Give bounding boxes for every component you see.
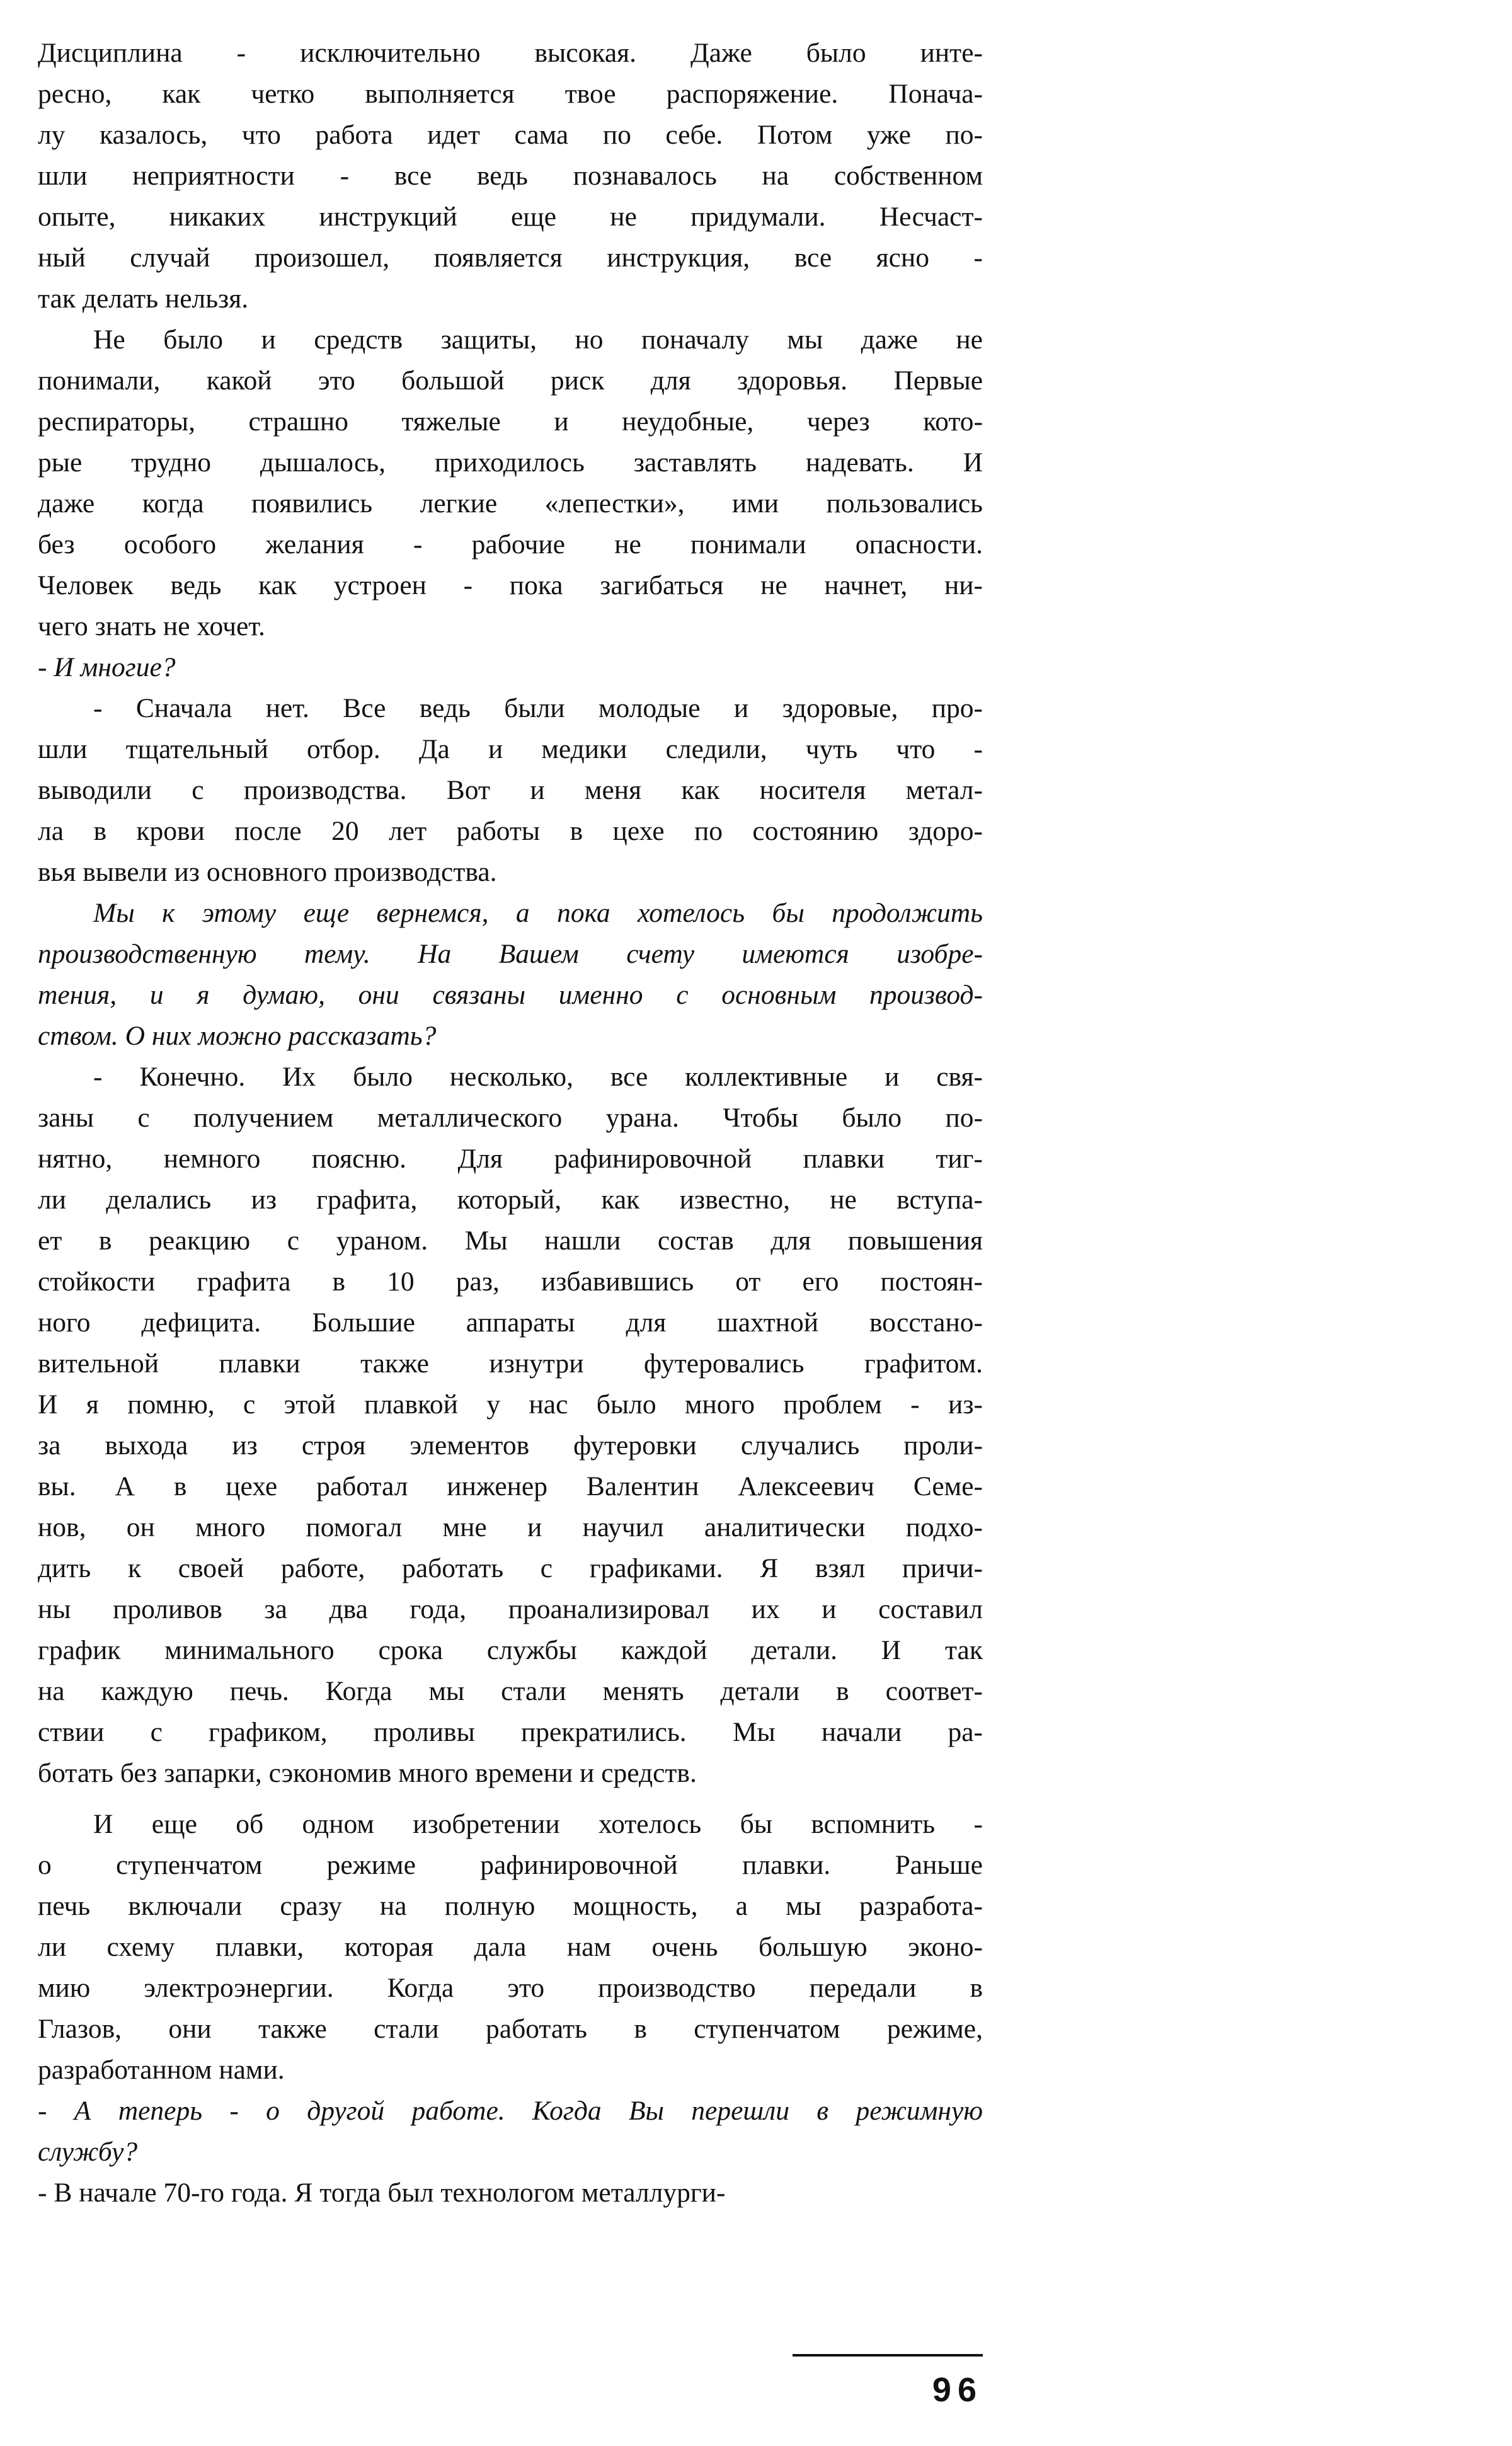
text-line: дить к своей работе, работать с графиками. Я взял причи- [38, 1553, 983, 1583]
text-line: ный случай произошел, появляется инструкция, все ясно - [38, 243, 983, 273]
text-line: ботать без запарки, сэкономив много времени и средств. [38, 1758, 697, 1788]
paragraph [38, 647, 983, 688]
text-line: ного дефицита. Большие аппараты для шахтной восстано- [38, 1307, 983, 1338]
text-line: за выхода из строя элементов футеровки случались проли- [38, 1430, 983, 1461]
text-line: ли делались из графита, который, как известно, не вступа- [38, 1185, 983, 1215]
paragraph [38, 2173, 983, 2213]
text-line: разработанном нами. [38, 2055, 285, 2085]
text-line: без особого желания - рабочие не понимали опасности. [38, 529, 983, 560]
text-line: ла в крови после 20 лет работы в цехе по состоянию здоро- [38, 816, 983, 846]
text-line: Человек ведь как устроен - пока загибаться не начнет, ни- [38, 570, 983, 600]
text-line: выводили с производства. Вот и меня как носителя метал- [38, 775, 983, 805]
text-line: Не было и средств защиты, но поначалу мы даже не [93, 324, 983, 355]
text-line: чего знать не хочет. [38, 611, 265, 641]
text-line: ет в реакцию с ураном. Мы нашли состав для повышения [38, 1226, 983, 1256]
text-line: респираторы, страшно тяжелые и неудобные, через кото- [38, 406, 983, 437]
paragraph [38, 33, 983, 319]
text-line: опыте, никаких инструкций еще не придумали. Несчаст- [38, 202, 983, 232]
text-line: даже когда появились легкие «лепестки», ими пользовались [38, 488, 983, 519]
text-line: Дисциплина - исключительно высокая. Даже было инте- [38, 38, 983, 68]
paragraph [38, 2091, 983, 2173]
paragraph [38, 319, 983, 647]
text-line: - В начале 70-го года. Я тогда был технологом металлурги- [38, 2178, 726, 2208]
footer-rule [793, 2354, 983, 2357]
text-line: график минимального срока службы каждой детали. И так [38, 1635, 983, 1665]
text-line: шли тщательный отбор. Да и медики следили, чуть что - [38, 734, 983, 764]
text-line: нов, он много помогал мне и научил аналитически подхо- [38, 1512, 983, 1542]
text-line: рые трудно дышалось, приходилось заставлять надевать. И [38, 447, 983, 478]
text-line: печь включали сразу на полную мощность, а мы разработа- [38, 1891, 983, 1921]
text-line: шли неприятности - все ведь познавалось на собственном [38, 161, 983, 191]
text-line: тения, и я думаю, они связаны именно с основным производ- [38, 980, 983, 1010]
text-line: Глазов, они также стали работать в ступенчатом режиме, [38, 2014, 983, 2044]
text-line: вительной плавки также изнутри футеровались графитом. [38, 1348, 983, 1379]
text-line: ли схему плавки, которая дала нам очень большую эконо- [38, 1932, 983, 1962]
text-line: И еще об одном изобретении хотелось бы вспомнить - [93, 1809, 983, 1839]
text-line: о ступенчатом режиме рафинировочной плавки. Раньше [38, 1850, 983, 1880]
paragraph [38, 1057, 983, 1794]
text-line: И я помню, с этой плавкой у нас было много проблем - из- [38, 1389, 983, 1420]
page-number: 96 [932, 2371, 983, 2409]
text-line: - Конечно. Их было несколько, все коллективные и свя- [93, 1062, 983, 1092]
paragraph [38, 893, 983, 1057]
text-line: - И многие? [38, 652, 176, 682]
text-line: - А теперь - о другой работе. Когда Вы перешли в режимную [38, 2096, 983, 2126]
text-line: Мы к этому еще вернемся, а пока хотелось бы продолжить [93, 898, 983, 928]
text-line: заны с получением металлического урана. Чтобы было по- [38, 1103, 983, 1133]
text-line: так делать нельзя. [38, 284, 249, 314]
text-line: нятно, немного поясню. Для рафинировочной плавки тиг- [38, 1144, 983, 1174]
text-line: вья вывели из основного производства. [38, 857, 497, 887]
text-line: ны проливов за два года, проанализировал их и составил [38, 1594, 983, 1624]
text-line: службу? [38, 2137, 138, 2167]
text-line: ствии с графиком, проливы прекратились. Мы начали ра- [38, 1717, 983, 1747]
text-line: стойкости графита в 10 раз, избавившись от его постоян- [38, 1266, 983, 1297]
text-line: понимали, какой это большой риск для здоровья. Первые [38, 365, 983, 396]
text-line: лу казалось, что работа идет сама по себе. Потом уже по- [38, 120, 983, 150]
text-line: ресно, как четко выполняется твое распоряжение. Понача- [38, 79, 983, 109]
text-line: вы. А в цехе работал инженер Валентин Алексеевич Семе- [38, 1471, 983, 1501]
text-column [38, 33, 983, 2213]
paragraph [38, 688, 983, 893]
text-line: - Сначала нет. Все ведь были молодые и здоровые, про- [93, 693, 983, 723]
text-line: на каждую печь. Когда мы стали менять детали в соответ- [38, 1676, 983, 1706]
text-line: мию электроэнергии. Когда это производство передали в [38, 1973, 983, 2003]
text-line: ством. О них можно рассказать? [38, 1021, 437, 1051]
text-line: производственную тему. На Вашем счету имеются изобре- [38, 939, 983, 969]
paragraph [38, 1804, 983, 2091]
